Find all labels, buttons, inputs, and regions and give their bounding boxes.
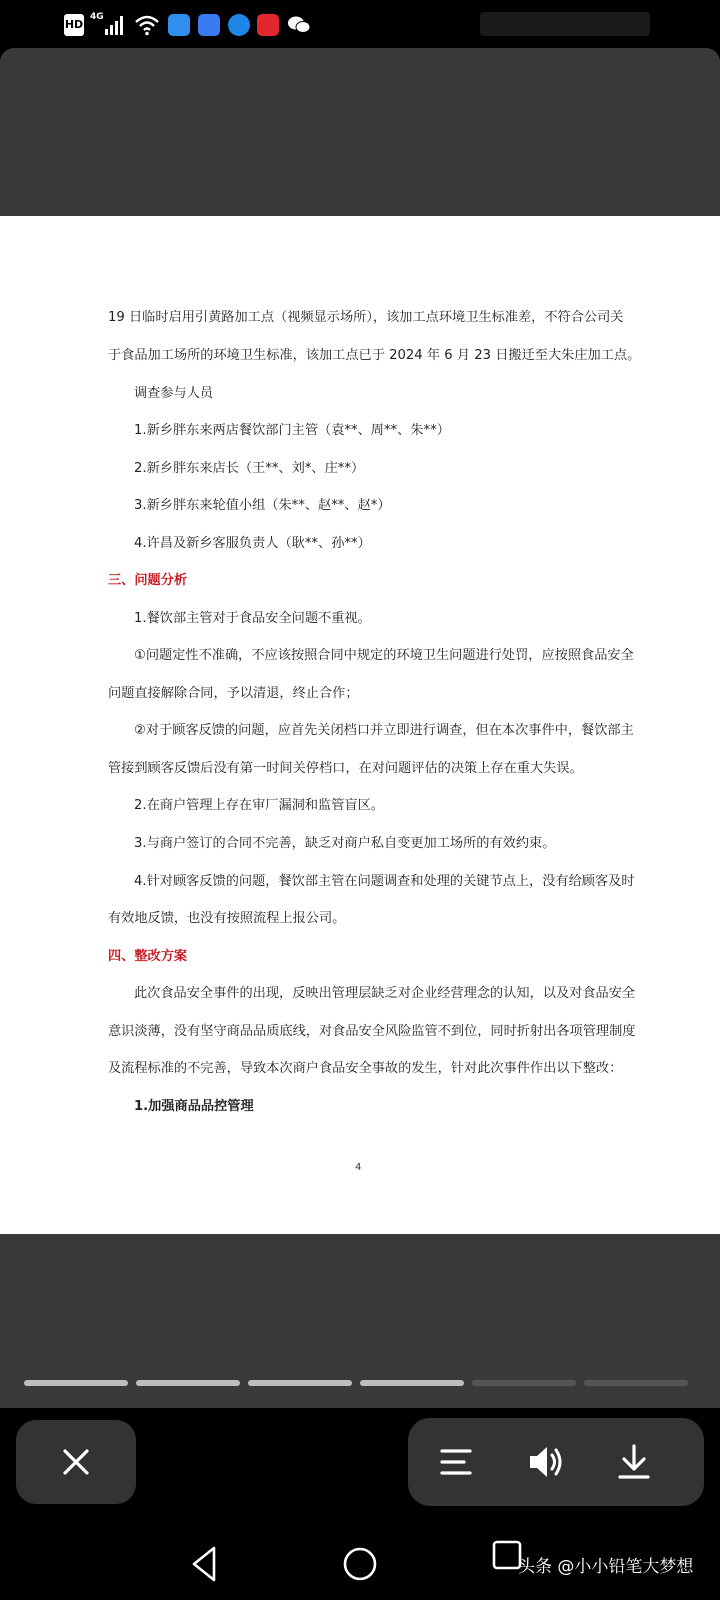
progress-segment bbox=[248, 1380, 352, 1386]
progress-segment bbox=[584, 1380, 688, 1386]
reader-app-icon bbox=[168, 14, 190, 36]
home-icon[interactable] bbox=[338, 1542, 382, 1586]
doc-line: 问题直接解除合同，予以清退，终止合作； bbox=[108, 686, 359, 701]
doc-line: 2.在商户管理上存在审厂漏洞和监管盲区。 bbox=[134, 798, 384, 813]
section-heading: 四、整改方案 bbox=[108, 949, 188, 964]
doc-line: 有效地反馈，也没有按照流程上报公司。 bbox=[108, 911, 346, 926]
blue-app-icon bbox=[228, 14, 250, 36]
download-icon[interactable] bbox=[614, 1442, 654, 1482]
status-right-area bbox=[480, 12, 650, 36]
baidu-app-icon bbox=[198, 14, 220, 36]
section-heading: 三、问题分析 bbox=[108, 573, 188, 588]
network-type-label: 4G bbox=[90, 12, 104, 22]
progress-segment bbox=[472, 1380, 576, 1386]
doc-line: ①问题定性不准确，不应该按照合同中规定的环境卫生问题进行处罚，应按照食品安全 bbox=[134, 648, 634, 663]
page-number: 4 bbox=[355, 1162, 362, 1173]
doc-line: 3.与商户签订的合同不完善，缺乏对商户私自变更加工场所的有效约束。 bbox=[134, 836, 556, 851]
volume-icon[interactable] bbox=[526, 1442, 566, 1482]
back-icon[interactable] bbox=[184, 1542, 228, 1586]
doc-line: 管接到顾客反馈后没有第一时间关停档口，在对问题评估的决策上存在重大失误。 bbox=[108, 761, 583, 776]
doc-line: 1.新乡胖东来两店餐饮部门主管（袁**、周**、朱**） bbox=[134, 423, 450, 438]
menu-icon[interactable] bbox=[436, 1442, 476, 1482]
doc-line: 3.新乡胖东来轮值小组（朱**、赵**、赵*） bbox=[134, 498, 391, 513]
progress-segment bbox=[360, 1380, 464, 1386]
doc-line: 4.针对顾客反馈的问题，餐饮部主管在问题调查和处理的关键节点上，没有给顾客及时 bbox=[134, 874, 635, 889]
doc-line: 此次食品安全事件的出现，反映出管理层缺乏对企业经营理念的认知，以及对食品安全 bbox=[134, 986, 636, 1001]
signal-icon bbox=[104, 14, 126, 36]
viewer-controls bbox=[408, 1418, 704, 1506]
progress-segment bbox=[24, 1380, 128, 1386]
subsection-heading: 1.加强商品品控管理 bbox=[134, 1099, 254, 1114]
progress-segment bbox=[136, 1380, 240, 1386]
wifi-icon bbox=[134, 14, 160, 36]
wechat-icon bbox=[287, 14, 311, 36]
close-icon bbox=[60, 1446, 92, 1478]
doc-line: 于食品加工场所的环境卫生标准，该加工点已于 2024 年 6 月 23 日搬迁至大朱庄加工点。 bbox=[108, 348, 641, 363]
doc-line: 1.餐饮部主管对于食品安全问题不重视。 bbox=[134, 611, 371, 626]
doc-line: 19 日临时启用引黄路加工点（视频显示场所），该加工点环境卫生标准差，不符合公司关 bbox=[108, 310, 624, 325]
red-app-icon bbox=[257, 14, 279, 36]
doc-line: 意识淡薄，没有坚守商品品质底线，对食品安全风险监管不到位，同时折射出各项管理制度 bbox=[108, 1024, 636, 1039]
doc-line: 及流程标准的不完善，导致本次商户食品安全事故的发生，针对此次事件作出以下整改： bbox=[108, 1061, 623, 1076]
document-page bbox=[0, 216, 720, 1234]
watermark: 头条 @小小铅笔大梦想 bbox=[518, 1557, 694, 1577]
doc-line: 4.许昌及新乡客服负责人（耿**、孙**） bbox=[134, 536, 371, 551]
doc-line: 调查参与人员 bbox=[134, 386, 214, 401]
doc-line: ②对于顾客反馈的问题，应首先关闭档口并立即进行调查，但在本次事件中，餐饮部主 bbox=[134, 723, 634, 738]
hd-icon: HD bbox=[64, 14, 84, 36]
image-progress-indicator bbox=[24, 1380, 696, 1386]
status-bar bbox=[0, 0, 720, 48]
close-button[interactable] bbox=[16, 1420, 136, 1504]
doc-line: 2.新乡胖东来店长（王**、刘*、庄**） bbox=[134, 461, 365, 476]
